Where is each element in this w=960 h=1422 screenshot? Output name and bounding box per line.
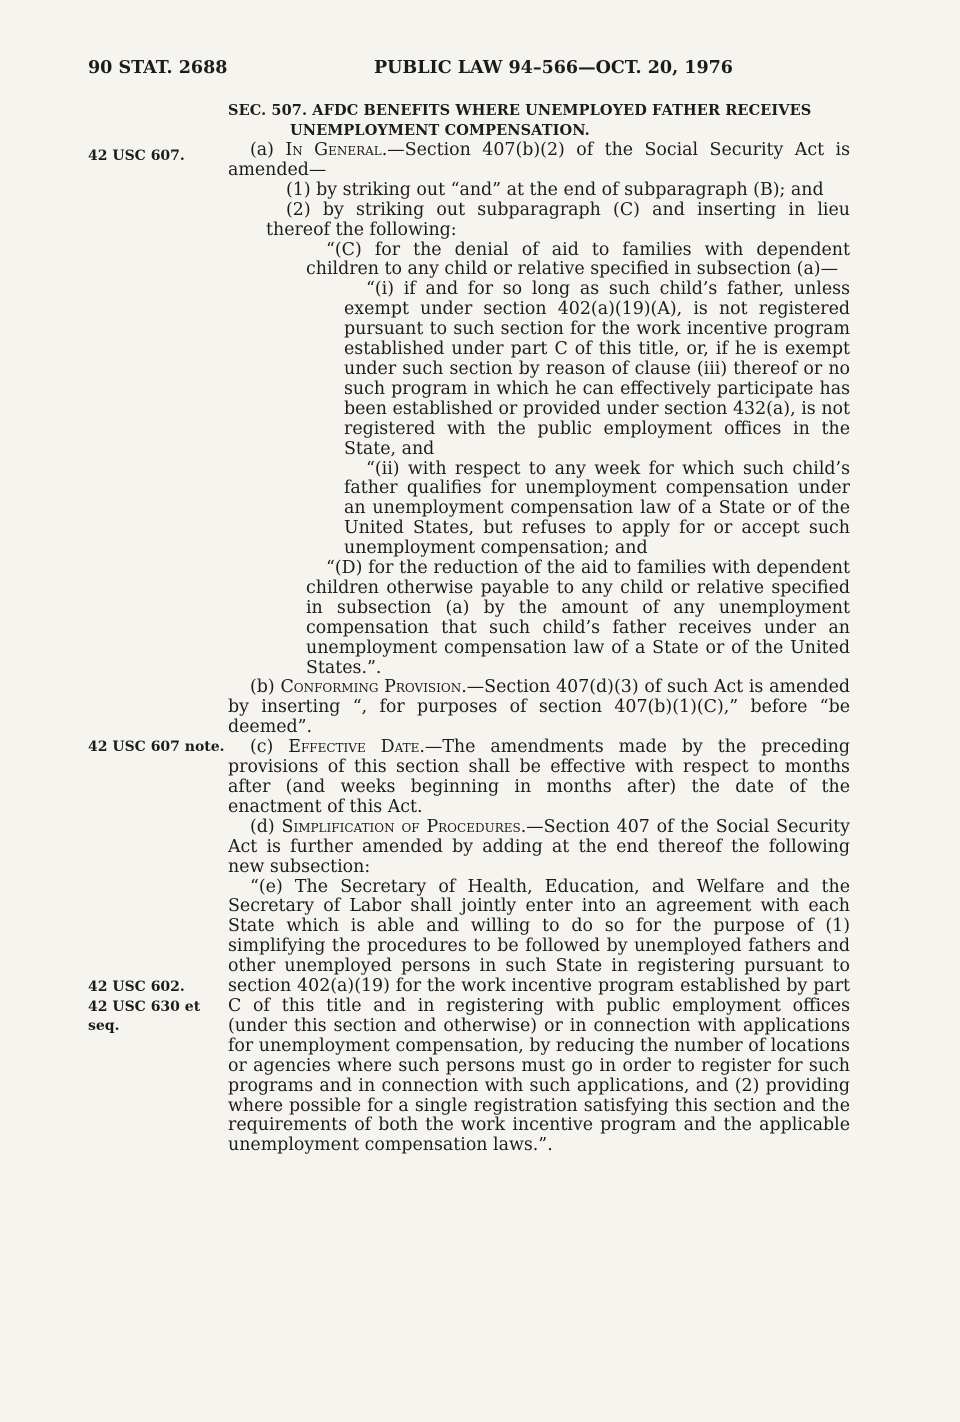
statute-page-number: 90 STAT. 2688 xyxy=(88,58,228,78)
section-body xyxy=(228,101,850,1156)
subsection-a-heading: In General. xyxy=(285,140,388,160)
public-law-citation: PUBLIC LAW 94–566—OCT. 20, 1976 xyxy=(374,58,733,78)
subsection-a-text: —Section 407(b)(2) of the Social Security Act is amended— xyxy=(228,140,850,180)
subsection-b-text: —Section 407(d)(3) of such Act is amended by inserting “, for purposes of section 407(b)(1)(C),” before “be deemed”. xyxy=(228,677,850,738)
subsection-b xyxy=(228,678,850,738)
margin-note-42-usc-607-note: 42 USC 607 note. xyxy=(88,739,225,755)
subsection-b-label: (b) xyxy=(250,677,281,698)
subsection-b-heading: Conforming Provision. xyxy=(280,677,467,698)
clause-d: “(D) for the reduction of the aid to families with dependent children otherwise payable to any child or relative specified in subsection (a) by the amount of any unemployment compensation that such child’s father receives under an unemployment compensation law of a State or of the United States.”. xyxy=(306,558,850,678)
margin-note-42-usc-602: 42 USC 602. xyxy=(88,979,185,995)
paragraph-a2: (2) by striking out subparagraph (C) and inserting in lieu thereof the following: xyxy=(266,199,850,240)
subsection-c-text: —The amendments made by the preceding provisions of this section shall be effective with respect to months after (and weeks beginning in months after) the date of the enactment of this Act. xyxy=(228,737,851,817)
subsection-c xyxy=(228,738,850,818)
paragraph-a1: (1) by striking out “and” at the end of subparagraph (B); and xyxy=(286,179,824,200)
section-title-line-2: UNEMPLOYMENT COMPENSATION. xyxy=(290,122,590,139)
subsection-c-heading: Effective Date. xyxy=(288,737,425,758)
margin-note-42-usc-630: 42 USC 630 et seq. xyxy=(88,999,201,1034)
clause-c: “(C) for the denial of aid to families with dependent children to any child or relative specified in subsection (a)— xyxy=(306,239,850,280)
subsection-a xyxy=(228,141,850,181)
subsection-d-label: (d) xyxy=(250,816,282,837)
section-title xyxy=(228,101,850,141)
subsection-d-heading: Simplification of Procedures. xyxy=(281,816,527,837)
new-subsection-e: “(e) The Secretary of Health, Education, and Welfare and the Secretary of Labor shall jointly enter into an agreement with each State which is able and willing to do so for the purpose of (1) simplifying the procedures to be followed by unemployed fathers and other unemployed persons in such State in registering pursuant to section 402(a)(19) for the work incentive program established by part C of this title and in registering with public employment offices (under this section and otherwise) or in connection with applications for unemployment compensation, by reducing the number of locations or agencies where such persons must go in order to register for such programs and in connection with such applications, and (2) providing where possible for a single registration satisfying this section and the requirements of both the work incentive program and the applicable unemployment compensation laws.”. xyxy=(228,876,850,1156)
subsection-a-label: (a) xyxy=(250,140,286,160)
subsection-c-label: (c) xyxy=(250,737,289,758)
subsection-d-text: —Section 407 of the Social Security Act is further amended by adding at the end thereof the following new subsection: xyxy=(228,816,851,877)
subsection-d xyxy=(228,818,850,878)
page-header xyxy=(88,58,848,86)
margin-note-42-usc-607: 42 USC 607. xyxy=(88,148,185,164)
section-title-line-1: SEC. 507. AFDC BENEFITS WHERE UNEMPLOYED FATHER RECEIVES xyxy=(228,102,812,119)
clause-c-i: “(i) if and for so long as such child’s father, unless exempt under section 402(a)(19)(A), is not registered pursuant to such section for the work incentive program established under part C of this title, or, if he is exempt under such section by reason of clause (iii) thereof or no such program in which he can effectively participate has been established or provided under section 432(a), is not registered with the public employment offices in the State, and xyxy=(344,279,850,459)
clause-c-ii: “(ii) with respect to any week for which such child’s father qualifies for unemployment compensation under an unemployment compensation law of a State or of the United States, but refuses to apply for or accept such unemployment compensation; and xyxy=(344,458,850,559)
